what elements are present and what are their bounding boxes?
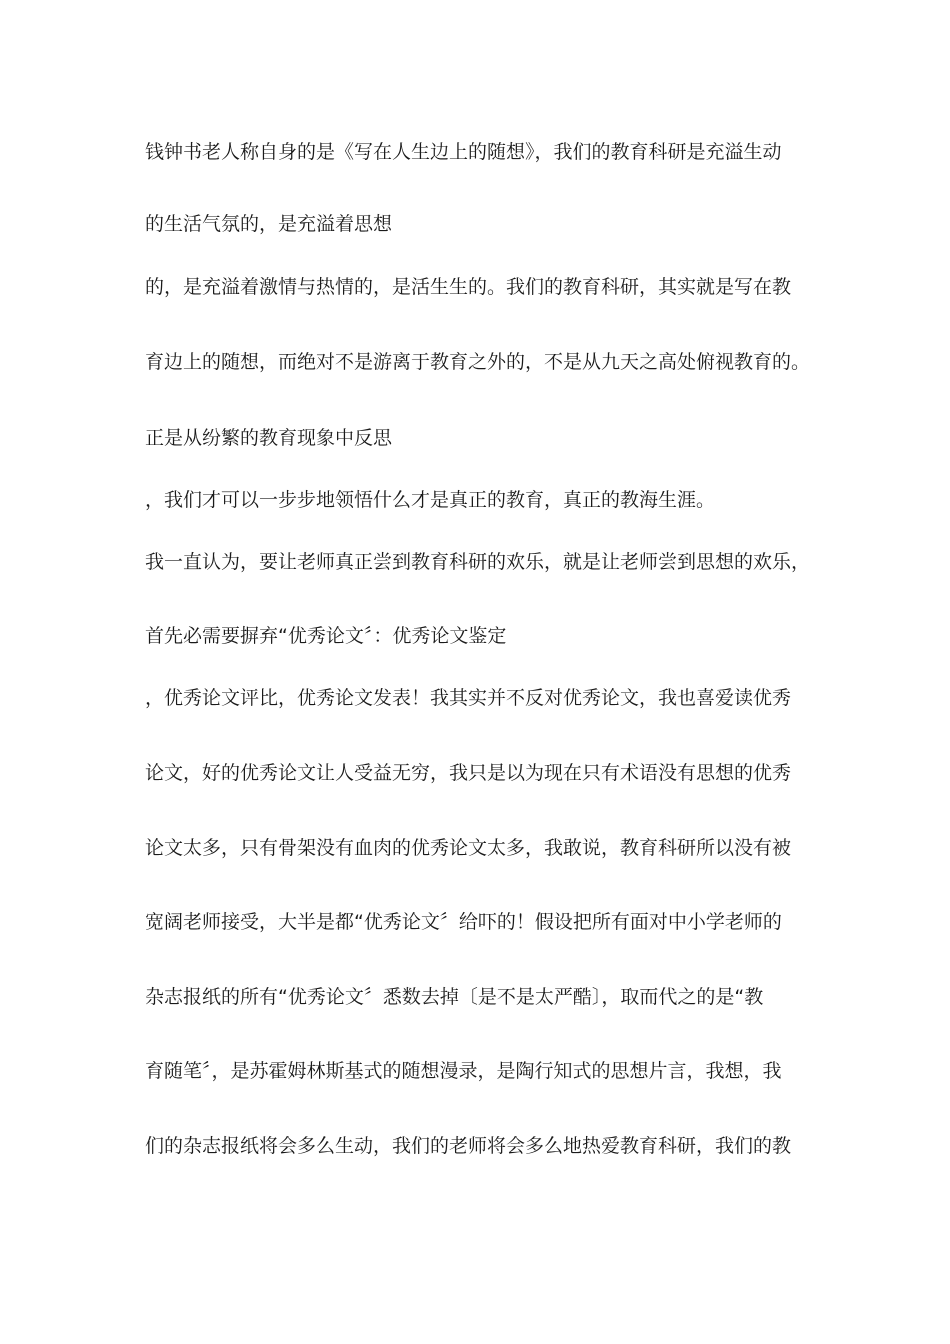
text-line-3: 的，是充溢着激情与热情的，是活生生的。我们的教育科研，其实就是写在教 bbox=[145, 276, 792, 298]
text-line-9: ，优秀论文评比，优秀论文发表！我其实并不反对优秀论文，我也喜爱读优秀 bbox=[145, 687, 792, 709]
text-line-8: 首先必需要摒弃“优秀论文〞：优秀论文鉴定 bbox=[145, 625, 507, 647]
text-line-2: 的生活气氛的，是充溢着思想 bbox=[145, 213, 393, 235]
text-line-10: 论文，好的优秀论文让人受益无穷，我只是以为现在只有术语没有思想的优秀 bbox=[145, 762, 792, 784]
text-line-12: 宽阔老师接受，大半是都“优秀论文〞给吓的！假设把所有面对中小学老师的 bbox=[145, 911, 782, 933]
text-line-6: ，我们才可以一步步地领悟什么才是真正的教育，真正的教海生涯。 bbox=[145, 489, 716, 511]
text-line-5: 正是从纷繁的教育现象中反思 bbox=[145, 427, 393, 449]
text-line-1: 钱钟书老人称自身的是《写在人生边上的随想》，我们的教育科研是充溢生动 bbox=[145, 141, 782, 163]
text-line-4: 育边上的随想，而绝对不是游离于教育之外的，不是从九天之高处俯视教育的。 bbox=[145, 351, 811, 373]
text-line-7: 我一直认为，要让老师真正尝到教育科研的欢乐，就是让老师尝到思想的欢乐， bbox=[145, 551, 811, 573]
text-line-14: 育随笔〞，是苏霍姆林斯基式的随想漫录，是陶行知式的思想片言，我想，我 bbox=[145, 1060, 782, 1082]
text-line-13: 杂志报纸的所有“优秀论文〞悉数去掉〔是不是太严酷〕，取而代之的是“教 bbox=[145, 986, 764, 1008]
text-line-11: 论文太多，只有骨架没有血肉的优秀论文太多，我敢说，教育科研所以没有被 bbox=[145, 837, 792, 859]
text-line-15: 们的杂志报纸将会多么生动，我们的老师将会多么地热爱教育科研，我们的教 bbox=[145, 1135, 792, 1157]
